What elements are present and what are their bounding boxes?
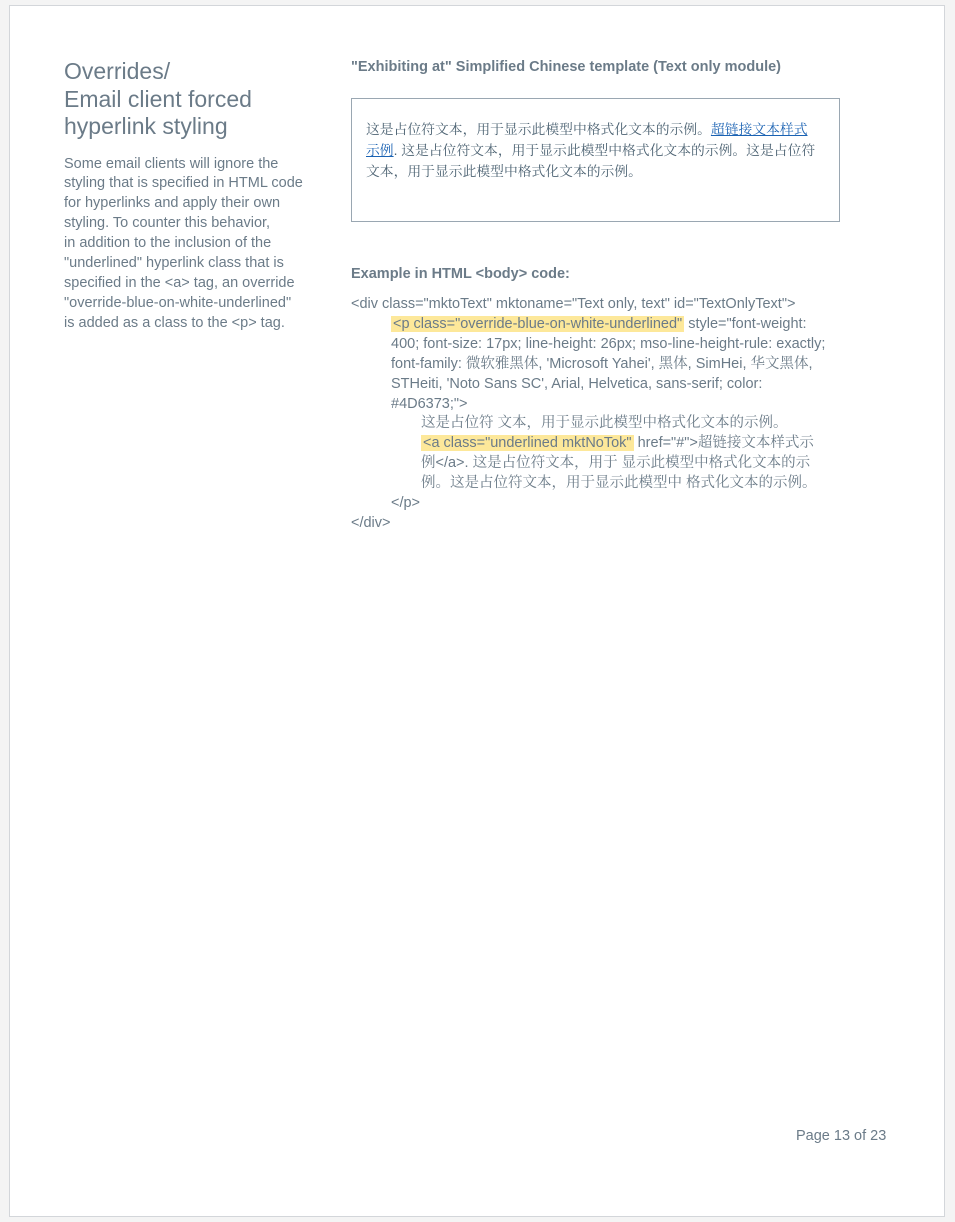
- document-page: [9, 5, 945, 1217]
- template-heading: "Exhibiting at" Simplified Chinese template (Text only module): [351, 59, 782, 75]
- left-column: [64, 58, 314, 334]
- code-line: </p>: [391, 495, 421, 512]
- sample-line: [366, 161, 825, 182]
- code-line: STHeiti, 'Noto Sans SC', Arial, Helvetica, sans-serif; color:: [391, 375, 763, 392]
- sample-line: [366, 119, 825, 140]
- page-title: [64, 58, 314, 141]
- right-column: [351, 57, 841, 534]
- description-line: is added as a class to the <p> tag.: [64, 314, 285, 331]
- sample-hyperlink[interactable]: 示例: [366, 143, 394, 158]
- description-line: styling that is specified in HTML code: [64, 175, 303, 192]
- code-line: </div>: [351, 514, 391, 531]
- code-line: [351, 434, 841, 454]
- code-line: 400; font-size: 17px; line-height: 26px; mso-line-height-rule: exactly;: [391, 335, 826, 352]
- page-number: Page 13 of 23: [796, 1128, 887, 1144]
- code-line: font-family: 微软雅黑体, 'Microsoft Yahei', 黑体, SimHei, 华文黑体,: [391, 355, 813, 372]
- description-line: Some email clients will ignore the: [64, 155, 279, 172]
- code-line: <div class="mktoText" mktoname="Text only, text" id="TextOnlyText">: [351, 296, 796, 312]
- code-line: 例</a>. 这是占位符文本，用于 显示此模型中格式化文本的示: [421, 455, 811, 472]
- description-line: for hyperlinks and apply their own: [64, 195, 281, 212]
- title-line: Overrides/: [64, 58, 171, 84]
- title-line: Email client forced: [64, 85, 252, 112]
- description-line: "override-blue-on-white-underlined": [64, 294, 292, 311]
- code-text: style="font-weight:: [684, 315, 807, 332]
- text-only-module-sample: [351, 98, 840, 222]
- code-line: #4D6373;">: [391, 395, 468, 412]
- code-text: href="#">超链接文本样式示: [633, 435, 814, 452]
- sample-line: [366, 140, 825, 161]
- description-line: specified in the <a> tag, an override: [64, 274, 295, 291]
- html-code-example: [351, 295, 841, 534]
- description-line: in addition to the inclusion of the: [64, 235, 272, 252]
- description-line: styling. To counter this behavior,: [64, 215, 271, 232]
- description-line: "underlined" hyperlink class that is: [64, 255, 284, 272]
- code-highlight: <a class="underlined mktNoTok": [423, 435, 632, 452]
- code-heading: Example in HTML <body> code:: [351, 266, 570, 282]
- code-highlight: <p class="override-blue-on-white-underlined": [393, 315, 683, 332]
- code-line: 这是占位符 文本，用于显示此模型中格式化文本的示例。: [421, 415, 788, 432]
- sample-text: . 这是占位符文本，用于显示此模型中格式化文本的示例。这是占位符: [393, 143, 816, 158]
- title-line: hyperlink styling: [64, 113, 228, 139]
- sample-hyperlink[interactable]: 超链接文本样式: [710, 122, 808, 137]
- code-line: [351, 315, 841, 335]
- sample-text: 这是占位符文本，用于显示此模型中格式化文本的示例。: [366, 122, 711, 137]
- code-line: 例。这是占位符文本，用于显示此模型中 格式化文本的示例。: [421, 475, 817, 492]
- description: [64, 155, 314, 334]
- sample-text: 文本，用于显示此模型中格式化文本的示例。: [366, 164, 642, 179]
